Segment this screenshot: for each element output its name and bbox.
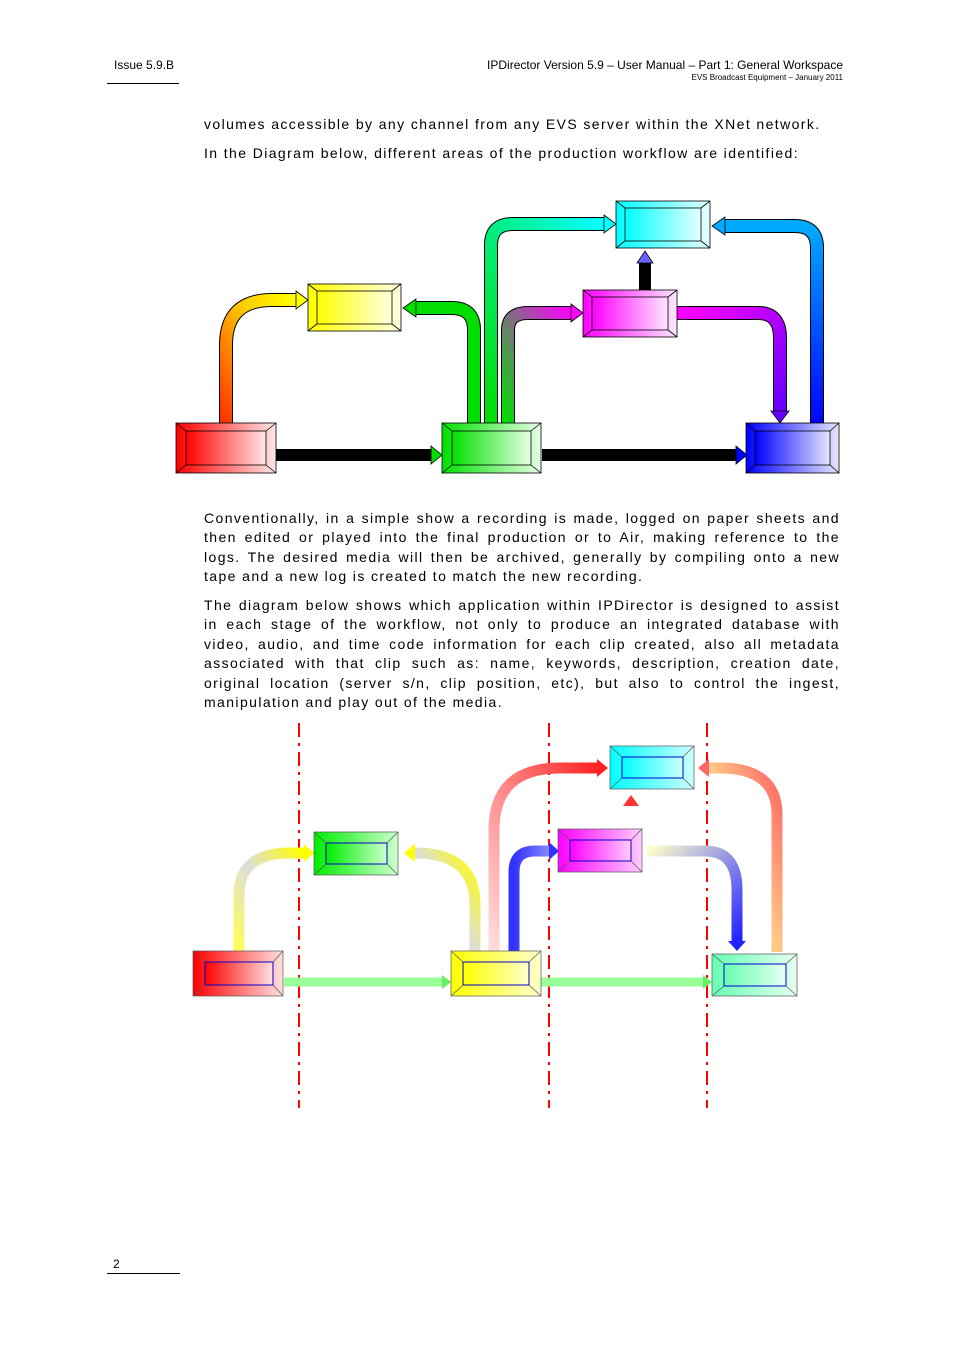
- app-box-green: [314, 832, 398, 875]
- app-box-red: [193, 951, 283, 996]
- arrow-magenta-to-blue: [677, 313, 780, 412]
- workflow-box-cyan: [616, 201, 710, 248]
- arrow-magenta-to-mint-curve: [647, 851, 737, 942]
- app-box-cyan: [610, 746, 694, 789]
- workflow-box-green: [442, 423, 541, 473]
- app-box-mint: [712, 954, 797, 996]
- paragraph-3: Conventionally, in a simple show a recording is made, logged on paper sheets and then edited or played into the final production or to Air, making reference to the logs. The desired media will then be archived, generally by compiling onto a new tape and a new log is created to match the new recording.: [204, 510, 840, 585]
- app-box-yellow: [451, 951, 541, 996]
- arrow-yellow-to-green-curve: [415, 853, 475, 952]
- application-diagram: [185, 720, 815, 1112]
- paragraph-4: The diagram below shows which application within IPDirector is designed to assist in each stage of the workflow, not only to produce an integrated database with video, audio, and time code information for each clip created, also all metadata associated with that clip such as: name, keywords, description, creation date, original location (server s/n, clip position, etc), but also to control the ingest, manipulation and play out of the media.: [204, 597, 840, 711]
- arrow-yellow-to-magenta-curve: [514, 851, 550, 952]
- paragraph-1: volumes accessible by any channel from any EVS server within the XNet network.: [204, 116, 821, 132]
- footer-rule: [107, 1273, 180, 1274]
- workflow-box-yellow: [308, 284, 401, 331]
- arrow-red-to-green-curve: [239, 853, 305, 952]
- arrow-green-to-magenta: [508, 313, 572, 425]
- workflow-diagram: [170, 195, 850, 480]
- app-box-magenta: [558, 829, 642, 872]
- document-subtitle: EVS Broadcast Equipment – January 2011: [691, 73, 843, 82]
- workflow-box-red: [176, 423, 276, 473]
- document-title: IPDirector Version 5.9 – User Manual – Part 1: General Workspace: [487, 58, 843, 72]
- page-number: 2: [113, 1257, 120, 1271]
- workflow-box-magenta: [583, 290, 677, 337]
- arrow-green-to-yellow: [415, 308, 474, 425]
- header-rule: [107, 83, 179, 84]
- issue-label: Issue 5.9.B: [114, 58, 175, 72]
- paragraph-2: In the Diagram below, different areas of the production workflow are identified:: [204, 145, 800, 161]
- workflow-box-blue: [746, 423, 839, 473]
